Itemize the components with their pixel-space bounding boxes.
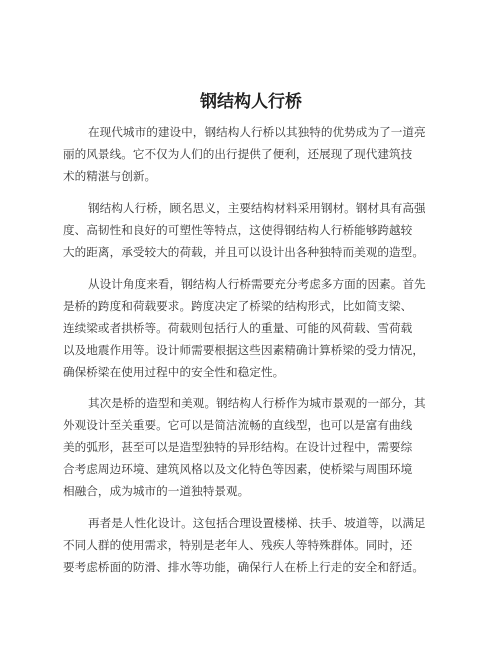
paragraph-line: 其次是桥的造型和美观。钢结构人行桥作为城市景观的一部分，其 [88,396,426,410]
paragraph-line: 在现代城市的建设中，钢结构人行桥以其独特的优势成为了一道亮 [88,125,426,139]
paragraph-line: 合考虑周边环境、建筑风格以及文化特色等因素，使桥梁与周围环境 [63,462,413,476]
paragraph-line: 要考虑桥面的防滑、排水等功能，确保行人在桥上行走的安全和舒适。 [63,560,424,574]
paragraph-line: 以及地震作用等。设计师需要根据这些因素精确计算桥梁的受力情况， [63,343,424,357]
paragraph-line: 确保桥梁在使用过程中的安全性和稳定性。 [63,365,285,379]
paragraph-line: 不同人群的使用需求，特别是老年人、残疾人等特殊群体。同时，还 [63,538,413,552]
paragraph-line: 再者是人性化设计。这包括合理设置楼梯、扶手、坡道等，以满足 [88,516,426,530]
paragraph-line: 钢结构人行桥，顾名思义，主要结构材料采用钢材。钢材具有高强 [88,201,426,215]
paragraph-line: 是桥的跨度和荷载要求。跨度决定了桥梁的结构形式，比如简支梁、 [63,299,413,313]
paragraph-line: 从设计角度来看，钢结构人行桥需要充分考虑多方面的因素。首先 [88,277,426,291]
paragraph-line: 外观设计至关重要。它可以是简洁流畅的直线型，也可以是富有曲线 [63,418,413,432]
paragraph-line: 连续梁或者拱桥等。荷载则包括行人的重量、可能的风荷载、雪荷载 [63,321,413,335]
paragraph-line: 术的精湛与创新。 [63,169,157,183]
paragraph-line: 相融合，成为城市的一道独特景观。 [63,484,250,498]
paragraph-line: 美的弧形，甚至可以是造型独特的异形结构。在设计过程中，需要综 [63,440,413,454]
paragraph-line: 大的距离，承受较大的荷载，并且可以设计出各种独特而美观的造型。 [63,245,424,259]
paragraph-line: 度、高韧性和良好的可塑性等特点，这使得钢结构人行桥能够跨越较 [63,223,413,237]
paragraph-line: 丽的风景线。它不仅为人们的出行提供了便利，还展现了现代建筑技 [63,147,413,161]
document-title: 钢结构人行桥 [200,92,302,112]
